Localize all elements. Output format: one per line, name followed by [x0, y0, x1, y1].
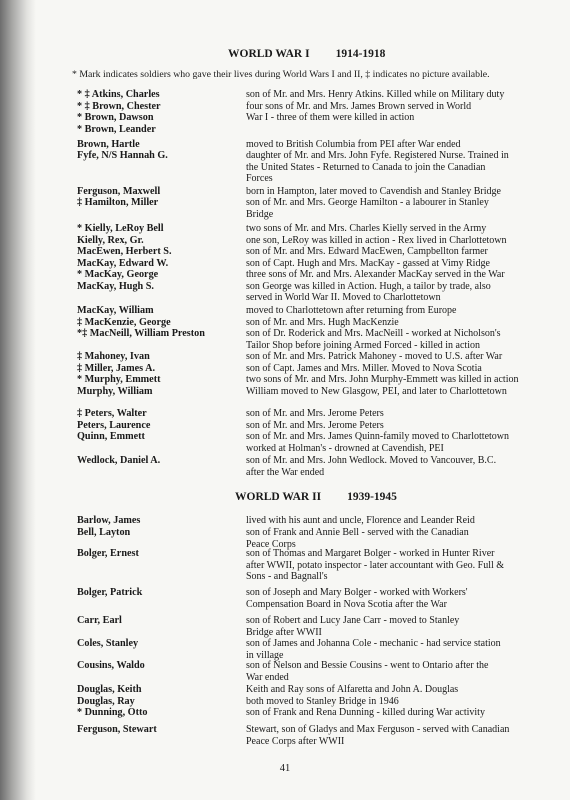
entry-names [77, 638, 247, 650]
entry-names [77, 408, 247, 431]
description-line: worked at Holman's - drowned at Cavendish, PEI [246, 442, 444, 454]
entry-description [246, 150, 542, 185]
soldier-name: MacKay, Hugh S. [77, 280, 154, 292]
soldier-name: Cousins, Waldo [77, 660, 145, 671]
soldier-name: MacKay, Edward W. [77, 258, 169, 269]
entry-description [246, 548, 542, 583]
description-line: son of Mr. and Mrs. George Hamilton - a labourer in Stanley [246, 197, 489, 208]
entry-description [246, 455, 542, 478]
description-line: Stewart, son of Gladys and Max Ferguson - served with Canadian [246, 724, 510, 735]
description-line: son of Robert and Lucy Jane Carr - moved to Stanley [246, 615, 460, 626]
entry-description [246, 408, 542, 431]
soldier-name: * Kielly, LeRoy Bell [77, 223, 164, 234]
entry-description [246, 587, 542, 610]
description-line: Peace Corps after WWII [246, 735, 345, 747]
soldier-name: Brown, Hartle [77, 139, 140, 150]
entry-names [77, 186, 247, 198]
entry-description [246, 527, 542, 550]
description-line: Compensation Board in Nova Scotia after the War [246, 598, 447, 610]
entry-description [246, 223, 542, 246]
entry-names [77, 223, 247, 246]
description-line: son of Mr. and Mrs. Edward MacEwen, Campbellton farmer [246, 246, 488, 257]
description-line: son of Frank and Annie Bell - served with the Canadian [246, 527, 469, 538]
description-line: lived with his aunt and uncle, Florence and Leander Reid [246, 515, 475, 526]
ww2-years: 1939-1945 [347, 491, 397, 503]
soldier-name: ‡ Miller, James A. [77, 363, 155, 374]
entry-names [77, 660, 247, 672]
soldier-name: * Brown, Leander [77, 123, 156, 135]
description-line: son of Frank and Rena Dunning - killed during War activity [246, 707, 485, 718]
description-line: War ended [246, 671, 289, 683]
entry-names [77, 374, 247, 397]
soldier-name: * Murphy, Emmett [77, 374, 161, 385]
entry-description [246, 269, 542, 304]
entry-description [246, 328, 542, 351]
description-line: son of Mr. and Mrs. James Quinn-family moved to Charlottetown [246, 431, 510, 442]
description-line: one son, LeRoy was killed in action - Rex lived in Charlottetown [246, 234, 507, 246]
description-line: Sons - and Bagnall's [246, 571, 328, 582]
description-line: two sons of Mr. and Mrs. Charles Kielly served in the Army [246, 223, 487, 234]
entry-names [77, 515, 247, 527]
ww1-years: 1914-1918 [335, 48, 386, 60]
soldier-name: *‡ MacNeill, William Preston [77, 328, 205, 339]
description-line: after WWII, potato inspector - later accountant with Geo. Full & [246, 559, 505, 571]
entry-names [77, 587, 247, 599]
soldier-name: MacKay, William [77, 305, 154, 316]
description-line: son of Mr. and Mrs. John Wedlock. Moved to Vancouver, B.C. [246, 455, 497, 466]
description-line: William moved to New Glasgow, PEI, and later to Charlottetown [246, 385, 507, 397]
entry-description [246, 258, 542, 270]
description-line: daughter of Mr. and Mrs. John Fyfe. Registered Nurse. Trained in [246, 150, 509, 161]
soldier-name: Carr, Earl [77, 615, 122, 626]
entry-description [246, 684, 542, 719]
description-line: son of Thomas and Margaret Bolger - worked in Hunter River [246, 548, 495, 559]
description-line: son of Joseph and Mary Bolger - worked with Workers' [246, 587, 468, 598]
description-line: Peace Corps [246, 538, 296, 550]
description-line: born in Hampton, later moved to Cavendish and Stanley Bridge [246, 186, 501, 197]
description-line: son of Capt. James and Mrs. Miller. Moved to Nova Scotia [246, 363, 482, 374]
description-line: Bridge [246, 208, 274, 220]
entry-description [246, 139, 542, 151]
description-line: son of Capt. Hugh and Mrs. MacKay - gassed at Vimy Ridge [246, 258, 490, 269]
entry-description [246, 431, 542, 454]
ww1-title: WORLD WAR I [228, 48, 310, 60]
entry-names [77, 328, 247, 340]
soldier-name: Douglas, Keith [77, 684, 142, 695]
entry-names [77, 139, 247, 151]
entry-names [77, 363, 247, 375]
entry-names [77, 317, 247, 329]
description-line: son of Mr. and Mrs. Patrick Mahoney - moved to U.S. after War [246, 351, 503, 362]
entry-description [246, 363, 542, 375]
entry-names [77, 431, 247, 443]
soldier-name: ‡ Mahoney, Ivan [77, 351, 150, 362]
entry-names [77, 269, 247, 292]
entry-names [77, 724, 247, 736]
ww1-heading [228, 48, 385, 60]
soldier-name: Barlow, James [77, 515, 141, 526]
soldier-name: Bell, Layton [77, 527, 131, 538]
soldier-name: * ‡ Atkins, Charles [77, 89, 160, 100]
description-line: two sons of Mr. and Mrs. John Murphy-Emmett was killed in action [246, 374, 519, 385]
description-line: son of Dr. Roderick and Mrs. MacNeill - worked at Nicholson's [246, 328, 501, 339]
entry-description [246, 515, 542, 527]
soldier-name: Coles, Stanley [77, 638, 139, 649]
description-line: son of Mr. and Mrs. Hugh MacKenzie [246, 317, 399, 328]
soldier-name: Ferguson, Maxwell [77, 186, 161, 197]
soldier-name: MacEwen, Herbert S. [77, 246, 172, 257]
description-line: moved to Charlottetown after returning from Europe [246, 305, 457, 316]
soldier-name: Ferguson, Stewart [77, 724, 157, 735]
entry-description [246, 317, 542, 329]
soldier-name: * Dunning, Otto [77, 707, 148, 718]
description-line: Bridge after WWII [246, 626, 322, 638]
entry-names [77, 305, 247, 317]
soldier-name: Wedlock, Daniel A. [77, 455, 161, 466]
legend-note: * Mark indicates soldiers who gave their lives during World Wars I and II, ‡ indicates no picture available. [72, 69, 490, 80]
entry-description [246, 374, 542, 397]
entry-names [77, 548, 247, 560]
entry-names [77, 89, 247, 135]
description-line: Keith and Ray sons of Alfaretta and John A. Douglas [246, 684, 459, 695]
entry-description [246, 186, 542, 198]
description-line: the United States - Returned to Canada to join the Canadian [246, 161, 486, 173]
entry-names [77, 197, 247, 209]
soldier-name: Peters, Laurence [77, 419, 151, 431]
entry-names [77, 615, 247, 627]
description-line: son George was killed in Action. Hugh, a tailor by trade, also [246, 280, 491, 292]
description-line: son of James and Johanna Cole - mechanic - had service station [246, 638, 501, 649]
entry-description [246, 724, 542, 747]
soldier-name: Murphy, William [77, 385, 153, 397]
entry-description [246, 351, 542, 363]
page-number: 41 [279, 763, 291, 774]
entry-description [246, 660, 542, 683]
entry-description [246, 89, 542, 124]
soldier-name: * Brown, Dawson [77, 112, 154, 123]
description-line: moved to British Columbia from PEI after War ended [246, 139, 461, 150]
soldier-name: * ‡ Brown, Chester [77, 100, 161, 112]
description-line: son of Mr. and Mrs. Henry Atkins. Killed while on Military duty [246, 89, 505, 100]
soldier-name: ‡ MacKenzie, George [77, 317, 171, 328]
description-line: in village [246, 649, 284, 661]
soldier-name: Bolger, Ernest [77, 548, 139, 559]
entry-names [77, 527, 247, 539]
description-line: four sons of Mr. and Mrs. James Brown served in World [246, 100, 472, 112]
soldier-name: ‡ Peters, Walter [77, 408, 147, 419]
entry-description [246, 638, 542, 661]
entry-description [246, 246, 542, 258]
description-line: son of Nelson and Bessie Cousins - went to Ontario after the [246, 660, 489, 671]
description-line: son of Mr. and Mrs. Jerome Peters [246, 408, 384, 419]
entry-names [77, 684, 247, 719]
description-line: Forces [246, 173, 273, 184]
entry-description [246, 305, 542, 317]
description-line: son of Mr. and Mrs. Jerome Peters [246, 419, 384, 431]
entry-description [246, 615, 542, 638]
soldier-name: * MacKay, George [77, 269, 159, 280]
soldier-name: ‡ Hamilton, Miller [77, 197, 159, 208]
ww2-heading [235, 491, 397, 503]
description-line: Tailor Shop before joining Armed Forced - killed in action [246, 339, 480, 351]
soldier-name: Kielly, Rex, Gr. [77, 234, 144, 246]
description-line: War I - three of them were killed in action [246, 112, 415, 123]
entry-description [246, 197, 542, 220]
entry-names [77, 258, 247, 270]
description-line: after the War ended [246, 466, 325, 478]
soldier-name: Douglas, Ray [77, 695, 135, 707]
soldier-name: Fyfe, N/S Hannah G. [77, 150, 168, 161]
description-line: both moved to Stanley Bridge in 1946 [246, 695, 399, 707]
entry-names [77, 455, 247, 467]
ww2-title: WORLD WAR II [235, 491, 322, 503]
entry-names [77, 150, 247, 162]
soldier-name: Bolger, Patrick [77, 587, 143, 598]
entry-names [77, 351, 247, 363]
description-line: three sons of Mr. and Mrs. Alexander MacKay served in the War [246, 269, 505, 280]
entry-names [77, 246, 247, 258]
description-line: served in World War II. Moved to Charlottetown [246, 292, 441, 303]
soldier-name: Quinn, Emmett [77, 431, 145, 442]
